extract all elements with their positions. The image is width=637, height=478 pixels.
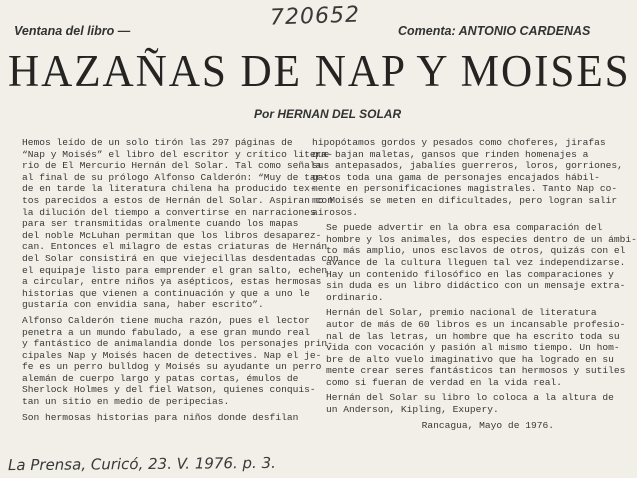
text-line: can. Entonces el milagro de estas criaturas de Hernán [22, 241, 328, 253]
text-line: sin duda es un libro didáctico con un mensaje extra- [326, 280, 626, 292]
text-line: Hernán del Solar, premio nacional de literatura [326, 307, 597, 319]
text-line: Son hermosas historias para niños donde desfilan [22, 411, 299, 423]
text-line: cipales Nap y Moisés hacen de detectives. Nap el je- [22, 349, 322, 361]
text-line: al final de su prólogo Alfonso Calderón: “Muy de tar- [22, 171, 328, 183]
text-line: hombre y los animales, dos especies dentro de un ámbi- [326, 233, 637, 245]
article-title: HAZAÑAS DE NAP Y MOISES [8, 46, 631, 96]
text-line: como si fueran de verdad en la vida real. [326, 376, 563, 388]
right-column [312, 137, 637, 431]
text-line: mo Moisés se meten en dificultades, pero logran salir [312, 194, 618, 206]
paragraph [312, 222, 637, 303]
commentary-credit: Comenta: ANTONIO CARDENAS [398, 24, 591, 38]
text-line: to más amplio, unos esclavos de otros, quizás con el [326, 245, 626, 257]
text-line: bre de alto vuelo imaginativo que ha logrado en su [326, 353, 614, 365]
text-line: a circular, entre niños ya asépticos, estas hermosas [22, 276, 322, 288]
text-line: que bajan maletas, gansos que rinden homenajes a [312, 148, 589, 160]
text-line: fe es un perro bulldog y Moisés su ayudante un perro [22, 361, 322, 373]
text-line: gustaría con envidia sana, haber escrito”. [22, 299, 264, 311]
text-line: sus antepasados, jabalíes guerreros, loros, gorriones, [312, 160, 623, 172]
text-line: Hemos leído de un solo tirón las 297 páginas de [22, 137, 293, 148]
text-line: vida con vocación y pasión al mismo tiempo. Un hom- [326, 342, 620, 354]
text-line: un Anderson, Kipling, Exupery. [326, 404, 499, 416]
text-line: alemán de cuerpo largo y patas cortas, émulos de [22, 372, 299, 384]
text-line: del Solar consistirá en que viejecillas desdentadas con [22, 252, 339, 264]
text-line: ordinario. [326, 291, 384, 303]
text-line: hipopótamos gordos y pesados como choferes, jirafas [312, 137, 606, 148]
text-line: de en tarde la literatura chilena ha producido tex- [22, 183, 316, 195]
handwritten-catalog-number: 720652 [269, 2, 361, 31]
text-line: del noble McLuhan permitan que los libros desaparez- [22, 229, 322, 241]
text-line: historias que vienen a continuación y que a uno le [22, 287, 310, 299]
text-line: avance de la cultura lleguen tal vez independizarse. [326, 256, 626, 268]
text-line: airosos. [312, 206, 359, 218]
paragraph [8, 314, 333, 408]
paragraph [312, 137, 623, 218]
text-line: el equipaje listo para emprender el gran salto, echen [22, 264, 328, 276]
text-line: Se puede advertir en la obra esa comparación del [326, 222, 603, 234]
paragraph [8, 411, 299, 424]
signoff-place-date: Rancagua, Mayo de 1976. [421, 419, 554, 431]
text-line: Hay un contenido filosófico en las comparaciones y [326, 268, 614, 280]
text-line: mente en personificaciones magistrales. Tanto Nap co- [312, 183, 618, 195]
text-line: y fantástico de animalandia donde los personajes prin- [22, 338, 333, 350]
text-line: Alfonso Calderón tiene mucha razón, pues el lector [22, 314, 310, 326]
section-heading: Ventana del libro — [14, 24, 131, 38]
text-line: Hernán del Solar su libro lo coloca a la altura de [326, 392, 614, 404]
text-line: para ser transmitidas oralmente cuando los mapas [22, 218, 299, 230]
text-line: autor de más de 60 libros es un incansable profesio- [326, 318, 626, 330]
byline: Por HERNAN DEL SOLAR [254, 107, 402, 121]
text-line: penetra a un mundo fabulado, a ese gran mundo real [22, 326, 310, 338]
text-line: tan un sitio en medio de peripecias. [22, 396, 230, 408]
text-line: rio de El Mercurio Hernán del Solar. Tal como señala [22, 160, 322, 172]
text-line: tos parecidos a estos de Hernán del Solar. Aspiran con [22, 194, 333, 206]
text-line: Sherlock Holmes y del fiel Watson, quienes conquis- [22, 384, 316, 396]
text-line: mente crear seres fantásticos tan hermosos y sutiles [326, 365, 626, 377]
text-line: la dilución del tiempo a convertirse en narraciones [22, 206, 316, 218]
text-line: nal de las letras, un hombre que ha escrito toda su [326, 330, 620, 342]
paragraph [312, 307, 626, 388]
text-line: gatos toda una gama de personajes encajados hábil- [312, 171, 600, 183]
text-line: “Nap y Moisés” el libro del escritor y crítico litera- [22, 148, 333, 160]
paragraph [312, 392, 614, 416]
handwritten-source-note: La Prensa, Curicó, 23. V. 1976. p. 3. [7, 453, 276, 475]
